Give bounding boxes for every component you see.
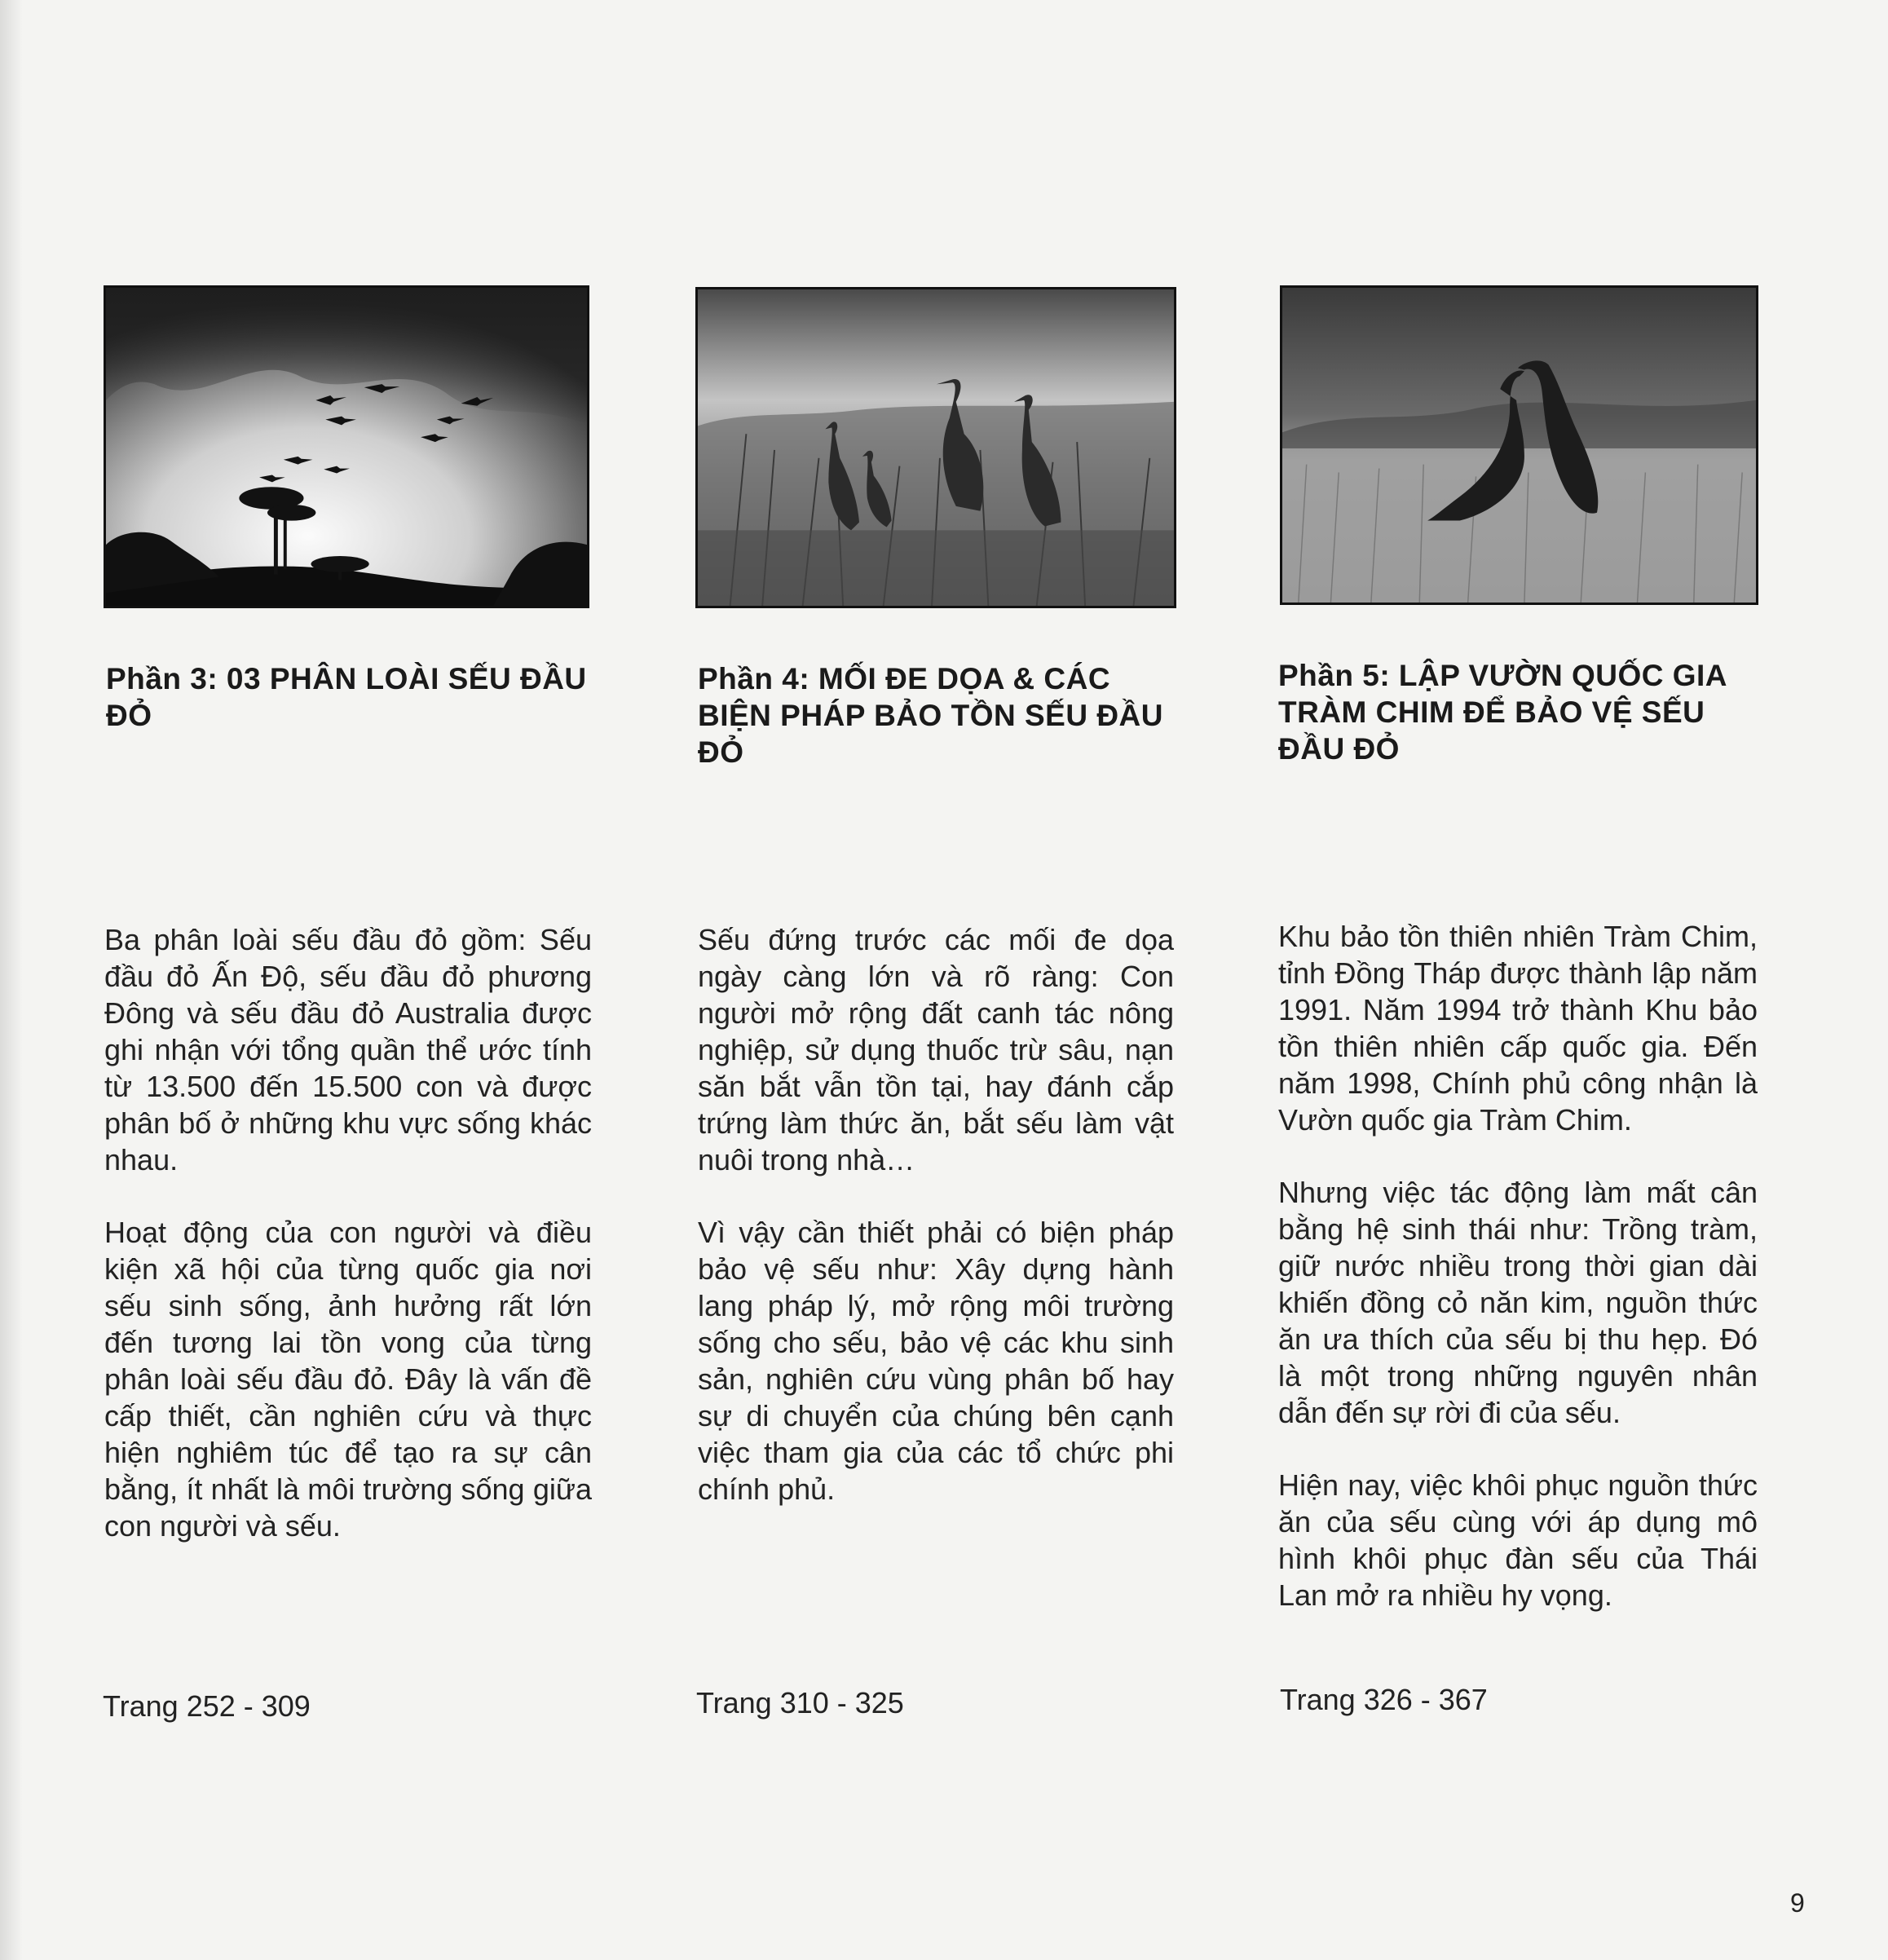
paragraph: Khu bảo tồn thiên nhiên Tràm Chim, tỉnh Đồng Tháp được thành lập năm 1991. Năm 1994 trở thành Khu bảo tồn thiên nhiên cấp quốc gia. Đến năm 1998, Chính phủ công nhận là Vườn quốc gia Tràm Chim. xyxy=(1278,920,1758,1137)
paragraph: Vì vậy cần thiết phải có biện pháp bảo vệ sếu như: Xây dựng hành lang pháp lý, mở rộng môi trường sống cho sếu, bảo vệ các khu sinh sản, nghiên cứu vùng phân bố hay sự di chuyển của chúng bên cạnh việc tham gia của các tổ chức phi chính phủ. xyxy=(698,1216,1174,1506)
page-edge-shadow xyxy=(0,0,23,1960)
section-body-part-3 xyxy=(104,921,592,1580)
section-heading-part-5: Phần 5: LẬP VƯỜN QUỐC GIA TRÀM CHIM ĐỂ BẢO VỆ SẾU ĐẦU ĐỎ xyxy=(1278,659,1727,766)
section-body-part-5 xyxy=(1278,918,1758,1649)
page-range-part-4: Trang 310 - 325 xyxy=(696,1686,904,1719)
paragraph: Ba phân loài sếu đầu đỏ gồm: Sếu đầu đỏ Ấn Độ, sếu đầu đỏ phương Đông và sếu đầu đỏ Australia được ghi nhận với tổng quần thể ước tính từ 13.500 đến 15.500 con và được phân bố ở những khu vực sống khác nhau. xyxy=(104,923,592,1176)
page-range-part-3: Trang 252 - 309 xyxy=(103,1689,311,1723)
section-heading-part-4: Phần 4: MỐI ĐE DỌA & CÁC BIỆN PHÁP BẢO TỒN SẾU ĐẦU ĐỎ xyxy=(698,662,1163,769)
paragraph: Sếu đứng trước các mối đe dọa ngày càng lớn và rõ ràng: Con người mở rộng đất canh tác nông nghiệp, sử dụng thuốc trừ sâu, nạn săn bắt vẫn tồn tại, hay đánh cắp trứng làm thức ăn, bắt sếu làm vật nuôi trong nhà… xyxy=(698,923,1174,1176)
section-body-part-4 xyxy=(698,921,1174,1543)
page-number: 9 xyxy=(1790,1888,1805,1918)
paragraph: Hoạt động của con người và điều kiện xã hội của từng quốc gia nơi sếu sinh sống, ảnh hưởng rất lớn đến tương lai tồn vong của từng phân loài sếu đầu đỏ. Đây là vấn đề cấp thiết, cần nghiên cứu và thực hiện nghiêm túc để tạo ra sự cân bằng, ít nhất là môi trường sống giữa con người và sếu. xyxy=(104,1216,592,1543)
pair-of-cranes-photo xyxy=(1280,285,1758,605)
flock-of-cranes-photo xyxy=(104,285,589,608)
cranes-in-grass-photo xyxy=(695,287,1176,608)
section-heading-part-3: Phần 3: 03 PHÂN LOÀI SẾU ĐẦU ĐỎ xyxy=(106,662,587,732)
paragraph: Nhưng việc tác động làm mất cân bằng hệ sinh thái như: Trồng tràm, giữ nước nhiều trong thời gian dài khiến đồng cỏ năn kim, nguồn thức ăn ưa thích của sếu bị thu hẹp. Đó là một trong những nguyên nhân dẫn đến sự rời đi của sếu. xyxy=(1278,1176,1758,1429)
paragraph: Hiện nay, việc khôi phục nguồn thức ăn của sếu cùng với áp dụng mô hình khôi phục đàn sếu của Thái Lan mở ra nhiều hy vọng. xyxy=(1278,1468,1758,1612)
page-range-part-5: Trang 326 - 367 xyxy=(1280,1683,1488,1716)
